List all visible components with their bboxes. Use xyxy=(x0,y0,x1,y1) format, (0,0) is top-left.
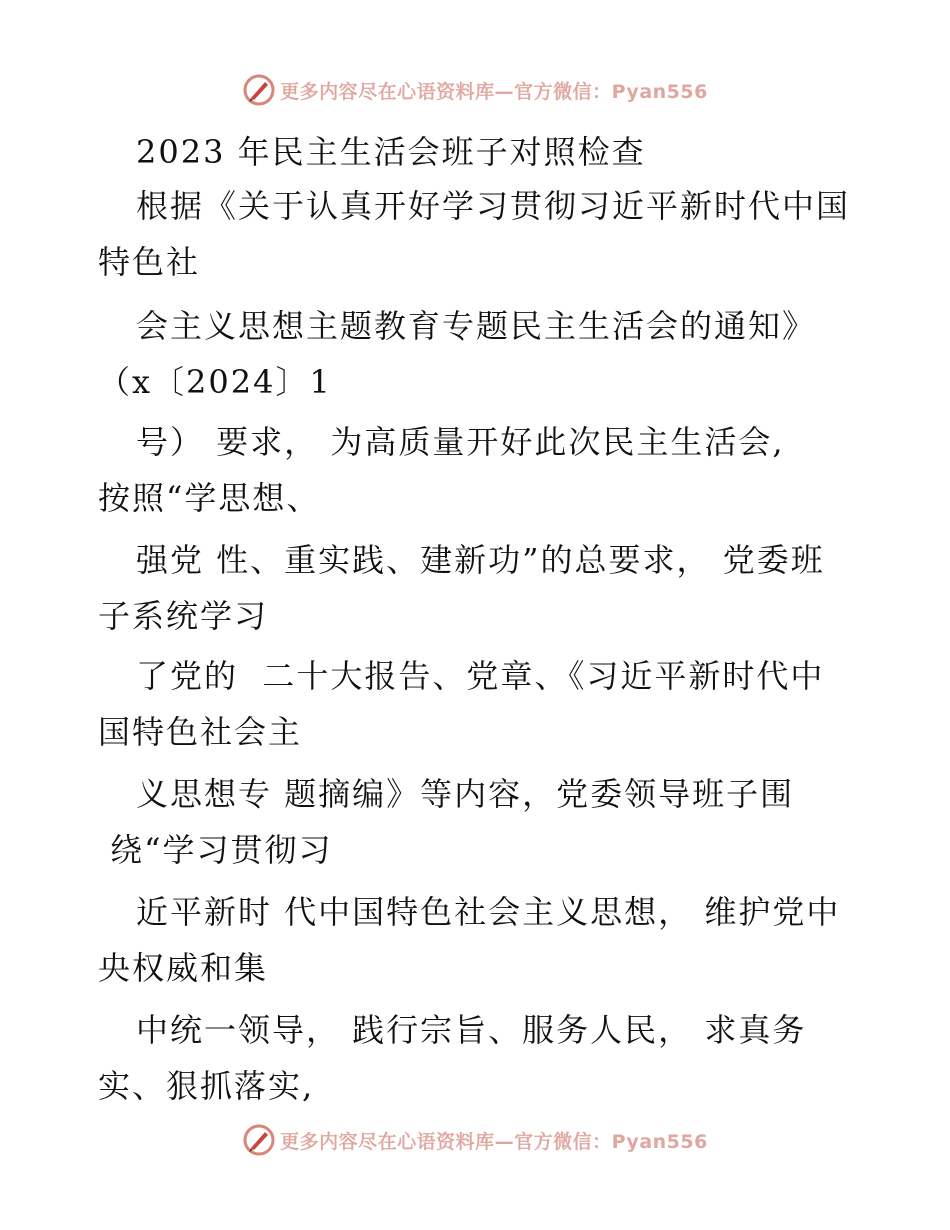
quill-logo-icon xyxy=(242,1123,276,1157)
paragraph-line: 中统一领导， 践行宗旨、服务人民， 求真务 xyxy=(136,1011,807,1049)
paragraph-line: 了党的 二十大报告、党章、《习近平新时代中 xyxy=(136,657,825,695)
watermark-banner-bottom xyxy=(0,1120,950,1160)
paragraph-line: 央权威和集 xyxy=(98,949,269,987)
paragraph-line: 义思想专 题摘编》等内容，党委领导班子围 xyxy=(136,775,795,813)
paragraph-line: 按照“学思想、 xyxy=(98,479,321,517)
paragraph-line: 根据《关于认真开好学习贯彻习近平新时代中国 xyxy=(136,187,851,225)
paragraph-line: 子系统学习 xyxy=(98,597,269,635)
watermark-text: 更多内容尽在心语资料库—官方微信：Pyan556 xyxy=(280,1130,708,1153)
document-title: 2023 年民主生活会班子对照检查 xyxy=(136,133,646,171)
paragraph-line: （x〔2024〕1 xyxy=(98,363,332,401)
quill-logo-icon xyxy=(242,73,276,107)
paragraph-line: 近平新时 代中国特色社会主义思想， 维护党中 xyxy=(136,893,841,931)
watermark-text: 更多内容尽在心语资料库—官方微信：Pyan556 xyxy=(280,80,708,103)
paragraph-line: 特色社 xyxy=(98,243,201,281)
paragraph-line: 实、狠抓落实, xyxy=(98,1067,315,1105)
watermark-banner-top xyxy=(0,70,950,110)
paragraph-line: 国特色社会主 xyxy=(98,713,303,751)
paragraph-line: 绕“学习贯彻习 xyxy=(98,831,333,869)
paragraph-line: 强党 性、重实践、建新功”的总要求， 党委班 xyxy=(136,541,825,579)
paragraph-line: 会主义思想主题教育专题民主生活会的通知》 xyxy=(136,307,817,345)
paragraph-line: 号） 要求， 为高质量开好此次民主生活会, xyxy=(136,423,785,461)
